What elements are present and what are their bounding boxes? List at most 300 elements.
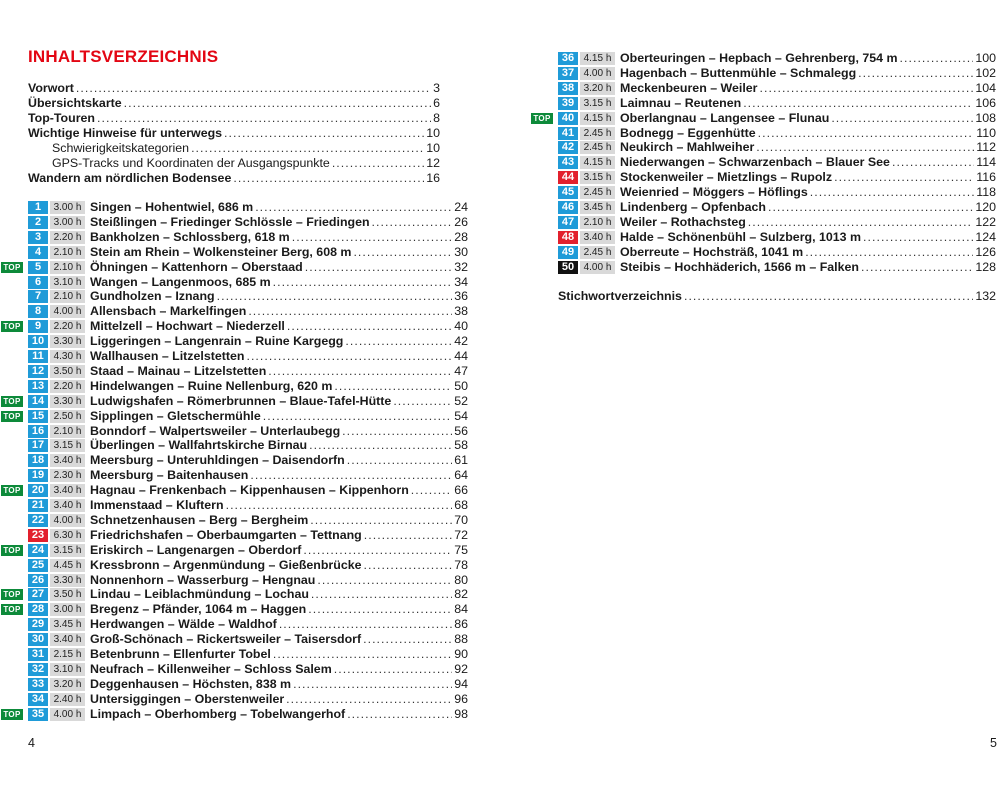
tour-title: Meersburg – Baitenhausen — [90, 468, 249, 483]
tour-number: 7 — [28, 290, 48, 303]
tour-title-row — [90, 349, 468, 364]
tour-page: 42 — [454, 334, 468, 349]
tour-entry[interactable] — [28, 453, 468, 468]
tour-page: 82 — [454, 587, 468, 602]
dot-leader — [97, 111, 431, 126]
dot-leader — [273, 647, 452, 662]
tour-title: Sipplingen – Gletschermühle — [90, 408, 261, 423]
tour-duration: 3.45 h — [580, 201, 615, 214]
tour-duration: 3.10 h — [50, 276, 85, 289]
tour-title-row — [620, 111, 996, 126]
tour-title-row — [90, 364, 468, 379]
dot-leader — [768, 200, 973, 215]
toc-entry-title: Schwierigkeitskategorien — [52, 141, 190, 155]
toc-entry[interactable] — [28, 126, 440, 141]
tour-title: Bonndorf – Walpertsweiler – Unterlaubegg — [90, 423, 341, 438]
tour-number: 40 — [558, 112, 578, 125]
tour-page: 90 — [454, 647, 468, 661]
tour-title-row — [90, 632, 468, 647]
toc-entry[interactable] — [28, 171, 440, 186]
tour-number: 11 — [28, 350, 48, 363]
toc-entry-title: Wandern am nördlichen Bodensee — [28, 171, 232, 185]
tour-title: Staad – Mainau – Litzelstetten — [90, 363, 267, 378]
tour-title-row — [90, 289, 468, 304]
top-tour-badge: TOP — [1, 604, 23, 615]
dot-leader — [748, 215, 974, 230]
tour-number: 20 — [28, 484, 48, 497]
tour-duration: 4.00 h — [50, 514, 85, 527]
tour-entry[interactable] — [28, 692, 468, 707]
dot-leader — [834, 170, 974, 185]
tour-duration: 4.00 h — [580, 261, 615, 274]
tour-page: 78 — [454, 557, 468, 572]
tour-title-row — [90, 260, 468, 275]
tour-number: 47 — [558, 216, 578, 229]
tour-number: 2 — [28, 216, 48, 229]
tour-title-row — [90, 379, 468, 394]
tour-page: 44 — [454, 349, 468, 363]
tour-number: 44 — [558, 171, 578, 184]
dot-leader — [273, 275, 453, 290]
tour-page: 126 — [975, 244, 996, 259]
tour-number: 1 — [28, 201, 48, 214]
tour-entry[interactable] — [28, 573, 468, 588]
tour-page: 104 — [975, 80, 996, 95]
top-tour-badge: TOP — [1, 485, 23, 496]
tour-title-row — [620, 260, 996, 275]
dot-leader — [831, 111, 973, 126]
tour-duration: 2.40 h — [50, 693, 85, 706]
tour-page: 32 — [454, 259, 468, 274]
tour-duration: 4.00 h — [50, 708, 85, 721]
tour-entry[interactable] — [533, 110, 996, 126]
tour-entry[interactable] — [28, 677, 468, 692]
tour-title-row — [90, 468, 468, 483]
tour-number: 12 — [28, 365, 48, 378]
tour-page: 92 — [454, 661, 468, 676]
tour-title-row — [90, 304, 468, 319]
tour-title-row — [90, 587, 468, 602]
toc-entry-page: 10 — [426, 141, 440, 155]
tour-entry[interactable] — [28, 468, 468, 483]
top-tour-badge: TOP — [1, 545, 23, 556]
tour-title: Neukirch – Mahlweiher — [620, 140, 755, 155]
tour-number: 26 — [28, 574, 48, 587]
toc-entry-page: 6 — [433, 96, 440, 110]
tour-entry[interactable] — [28, 304, 468, 319]
tour-duration: 4.15 h — [580, 52, 615, 65]
tour-number: 32 — [28, 663, 48, 676]
tour-title: Wangen – Langenmoos, 685 m — [90, 274, 271, 289]
tour-page: 47 — [454, 363, 468, 378]
tour-title-row — [90, 543, 468, 558]
tour-title: Stein am Rhein – Wolkensteiner Berg, 608 m — [90, 244, 352, 259]
tour-title-row — [620, 170, 996, 185]
tour-title-row — [620, 155, 996, 170]
tour-page: 75 — [454, 542, 468, 557]
tour-title: Neufrach – Killenweiher – Schloss Salem — [90, 661, 332, 676]
tour-title: Lindenberg – Opfenbach — [620, 200, 766, 214]
dot-leader — [287, 319, 452, 334]
dot-leader — [248, 304, 452, 319]
tour-duration: 2.10 h — [50, 290, 85, 303]
tour-entry[interactable] — [28, 424, 468, 439]
tour-entry[interactable] — [558, 230, 996, 245]
tour-page: 102 — [975, 65, 996, 80]
tour-page: 120 — [975, 200, 996, 214]
tour-entry[interactable] — [558, 245, 996, 260]
tour-duration: 2.10 h — [50, 425, 85, 438]
tour-title-row — [90, 513, 468, 528]
tour-page: 68 — [454, 498, 468, 512]
dot-leader — [372, 215, 453, 230]
tour-entry[interactable] — [558, 66, 996, 81]
tour-page: 86 — [454, 617, 468, 632]
dot-leader — [353, 245, 452, 260]
toc-entry[interactable] — [52, 141, 440, 156]
tour-title: Betenbrunn – Ellenfurter Tobel — [90, 647, 271, 661]
tour-page: 24 — [454, 200, 468, 214]
tour-page: 70 — [454, 512, 468, 527]
dot-leader — [293, 677, 452, 692]
dot-leader — [310, 513, 452, 528]
tour-title: Steibis – Hochhäderich, 1566 m – Falken — [620, 259, 859, 274]
tour-title: Bregenz – Pfänder, 1064 m – Haggen — [90, 602, 307, 617]
tour-number: 37 — [558, 67, 578, 80]
tour-entry[interactable] — [558, 260, 996, 275]
tour-duration: 3.30 h — [50, 574, 85, 587]
tour-number: 23 — [28, 529, 48, 542]
tour-duration: 2.30 h — [50, 469, 85, 482]
tour-title-row — [90, 602, 468, 617]
page-number-left: 4 — [28, 736, 35, 750]
tour-duration: 3.40 h — [50, 454, 85, 467]
tour-page: 108 — [975, 110, 996, 125]
tour-title: Hagenbach – Buttenmühle – Schmalegg — [620, 65, 857, 80]
tour-title-row — [90, 334, 468, 349]
tour-entry[interactable] — [28, 438, 468, 453]
tour-number: 19 — [28, 469, 48, 482]
dot-leader — [191, 141, 424, 156]
toc-entry-page: 3 — [433, 81, 440, 95]
tour-title-row — [620, 245, 996, 260]
dot-leader — [760, 81, 974, 96]
tour-title: Bodnegg – Eggenhütte — [620, 125, 756, 140]
tour-page: 66 — [454, 483, 468, 498]
tour-duration: 4.45 h — [50, 559, 85, 572]
dot-leader — [347, 453, 452, 468]
dot-leader — [364, 558, 453, 573]
tour-page: 56 — [454, 423, 468, 438]
dot-leader — [305, 260, 452, 275]
tour-duration: 2.50 h — [50, 410, 85, 423]
dot-leader — [332, 156, 424, 171]
tour-entry[interactable] — [28, 632, 468, 647]
tour-entry[interactable] — [3, 393, 468, 409]
tour-entry[interactable] — [28, 647, 468, 662]
tour-title-row — [90, 617, 468, 632]
tour-title-row — [620, 200, 996, 215]
dot-leader — [226, 498, 453, 513]
tour-entry[interactable] — [28, 662, 468, 677]
toc-entry[interactable] — [28, 111, 440, 126]
tour-page: 30 — [454, 244, 468, 259]
dot-leader — [263, 409, 452, 424]
tour-page: 50 — [454, 378, 468, 393]
dot-leader — [76, 81, 431, 96]
tour-title: Allensbach – Markelfingen — [90, 304, 247, 319]
dot-leader — [345, 334, 452, 349]
tour-title-row — [620, 215, 996, 230]
tour-duration: 3.20 h — [580, 82, 615, 95]
dot-leader — [255, 200, 452, 215]
tour-entry[interactable] — [558, 215, 996, 230]
tour-duration: 2.15 h — [50, 648, 85, 661]
tour-entry[interactable] — [558, 140, 996, 155]
tour-number: 24 — [28, 544, 48, 557]
tour-entry[interactable] — [28, 275, 468, 290]
tour-entry[interactable] — [28, 498, 468, 513]
tour-title-row — [90, 707, 468, 722]
tour-entry[interactable] — [28, 558, 468, 573]
dot-leader — [308, 602, 452, 617]
tour-entry[interactable] — [558, 170, 996, 185]
tour-title-row — [90, 573, 468, 588]
top-tour-badge: TOP — [1, 709, 23, 720]
tour-number: 48 — [558, 231, 578, 244]
tour-entry[interactable] — [3, 602, 468, 617]
tour-title-row — [90, 200, 468, 215]
tour-number: 13 — [28, 380, 48, 393]
tour-entry[interactable] — [558, 126, 996, 141]
tour-entry[interactable] — [28, 215, 468, 230]
tour-page: 112 — [976, 140, 996, 155]
dot-leader — [810, 185, 975, 200]
tour-title: Friedrichshafen – Oberbaumgarten – Tettnang — [90, 527, 362, 542]
tour-number: 10 — [28, 335, 48, 348]
tour-duration: 3.40 h — [50, 633, 85, 646]
toc-entry[interactable] — [28, 81, 440, 96]
tour-page: 34 — [454, 274, 468, 289]
tour-entry[interactable] — [28, 289, 468, 304]
dot-leader — [892, 155, 974, 170]
tour-page: 96 — [454, 691, 468, 706]
tour-page: 84 — [454, 602, 468, 617]
dot-leader — [347, 707, 452, 722]
tour-title-row — [620, 66, 996, 81]
dot-leader — [217, 289, 453, 304]
tour-title: Oberlangnau – Langensee – Flunau — [620, 110, 830, 125]
tour-duration: 2.10 h — [50, 261, 85, 274]
tour-page: 61 — [454, 453, 468, 468]
tour-title: Hindelwangen – Ruine Nellenburg, 620 m — [90, 378, 333, 393]
tour-duration: 3.20 h — [50, 678, 85, 691]
tour-title-row — [620, 81, 996, 96]
dot-leader — [279, 617, 452, 632]
dot-leader — [334, 662, 452, 677]
dot-leader — [364, 528, 452, 543]
tour-title: Halde – Schönenbühl – Sulzberg, 1013 m — [620, 229, 861, 244]
dot-leader — [124, 96, 431, 111]
toc-entry-page: 10 — [426, 126, 440, 140]
tour-title-row — [620, 126, 996, 141]
dot-leader — [858, 66, 973, 81]
tour-entry[interactable] — [28, 364, 468, 379]
tour-number: 38 — [558, 82, 578, 95]
tour-title: Meckenbeuren – Weiler — [620, 80, 758, 95]
dot-leader — [303, 543, 452, 558]
tour-title: Weiler – Rothachsteg — [620, 214, 746, 229]
tour-title: Kressbronn – Argenmündung – Gießenbrücke — [90, 557, 362, 572]
tour-number: 31 — [28, 648, 48, 661]
tour-entry[interactable] — [558, 96, 996, 111]
tour-entry[interactable] — [28, 334, 468, 349]
tour-title: Überlingen – Wallfahrtskirche Birnau — [90, 438, 308, 453]
tour-entry[interactable] — [28, 230, 468, 245]
tour-title: Limpach – Oberhomberg – Tobelwangerhof — [90, 706, 346, 721]
tour-duration: 2.20 h — [50, 320, 85, 333]
tour-title-row — [90, 692, 468, 707]
tour-title: Eriskirch – Langenargen – Oberdorf — [90, 542, 302, 557]
tour-duration: 2.45 h — [580, 127, 615, 140]
tour-duration: 3.40 h — [580, 231, 615, 244]
tour-page: 52 — [454, 393, 468, 408]
dot-leader — [268, 364, 452, 379]
tour-title-row — [90, 453, 468, 468]
dot-leader — [224, 126, 424, 141]
dot-leader — [286, 692, 452, 707]
tour-duration: 2.45 h — [580, 186, 615, 199]
tour-title: Weienried – Möggers – Höflings — [620, 185, 808, 200]
dot-leader — [292, 230, 453, 245]
toc-entry[interactable] — [52, 156, 440, 171]
tour-title: Untersiggingen – Oberstenweiler — [90, 691, 285, 706]
dot-leader — [334, 379, 452, 394]
tour-number: 6 — [28, 276, 48, 289]
tour-entry[interactable] — [558, 200, 996, 215]
tour-entry[interactable] — [558, 185, 996, 200]
dot-leader — [805, 245, 973, 260]
dot-leader — [246, 349, 452, 364]
tour-title-row — [90, 528, 468, 543]
tour-duration: 2.20 h — [50, 231, 85, 244]
tour-entry[interactable] — [558, 81, 996, 96]
tour-number: 25 — [28, 559, 48, 572]
dot-leader — [393, 394, 452, 409]
tour-entry[interactable] — [28, 379, 468, 394]
tour-entry[interactable] — [558, 51, 996, 66]
tour-number: 45 — [558, 186, 578, 199]
tour-page: 110 — [976, 125, 996, 140]
tour-number: 46 — [558, 201, 578, 214]
tour-title-row — [620, 140, 996, 155]
tour-page: 72 — [454, 527, 468, 542]
tour-entry[interactable] — [3, 587, 468, 602]
tour-page: 116 — [976, 170, 996, 185]
tour-title: Niederwangen – Schwarzenbach – Blauer See — [620, 155, 890, 170]
tour-entry[interactable] — [3, 319, 468, 334]
tour-duration: 3.00 h — [50, 216, 85, 229]
tour-entry[interactable] — [3, 483, 468, 498]
dot-leader — [317, 573, 452, 588]
dot-leader — [250, 468, 452, 483]
top-tour-badge: TOP — [1, 411, 23, 422]
tour-title-row — [90, 677, 468, 692]
tour-page: 64 — [454, 468, 468, 483]
dot-leader — [863, 230, 973, 245]
tour-page: 122 — [975, 214, 996, 229]
tour-title-row — [620, 185, 996, 200]
toc-entry[interactable] — [28, 96, 440, 111]
tour-number: 42 — [558, 141, 578, 154]
top-tour-badge: TOP — [1, 396, 23, 407]
tour-number: 15 — [28, 410, 48, 423]
tour-entry[interactable] — [28, 513, 468, 528]
tour-entry[interactable] — [28, 245, 468, 260]
tour-page: 118 — [976, 185, 996, 200]
tour-number: 16 — [28, 425, 48, 438]
dot-leader — [758, 126, 975, 141]
tour-entry[interactable] — [3, 542, 468, 558]
dot-leader — [861, 260, 973, 275]
dot-leader — [743, 96, 973, 111]
tour-entry[interactable] — [3, 706, 468, 722]
tour-entry[interactable] — [3, 259, 468, 275]
toc-heading: INHALTSVERZEICHNIS — [28, 47, 219, 66]
toc-entry-title: Wichtige Hinweise für unterwegs — [28, 126, 223, 140]
dot-leader — [311, 587, 452, 602]
tour-page: 114 — [976, 155, 996, 170]
tour-duration: 3.10 h — [50, 663, 85, 676]
tour-entry[interactable] — [28, 200, 468, 215]
toc-entry-title: Top-Touren — [28, 111, 95, 125]
tour-number: 50 — [558, 261, 578, 274]
top-tour-badge: TOP — [1, 262, 23, 273]
tour-entry[interactable] — [3, 408, 468, 424]
tour-duration: 3.00 h — [50, 603, 85, 616]
dot-leader — [342, 424, 452, 439]
tour-title-row — [620, 230, 996, 245]
tour-title: Schnetzenhausen – Berg – Bergheim — [90, 512, 309, 527]
tour-duration: 3.40 h — [50, 499, 85, 512]
toc-entry-title: Stichwortverzeichnis — [558, 289, 682, 303]
toc-entry[interactable] — [558, 289, 996, 304]
tour-duration: 3.15 h — [50, 439, 85, 452]
tour-entry[interactable] — [558, 155, 996, 170]
tour-entry[interactable] — [28, 349, 468, 364]
tour-number: 4 — [28, 246, 48, 259]
tour-entry[interactable] — [28, 617, 468, 632]
tour-duration: 3.15 h — [580, 97, 615, 110]
dot-leader — [411, 483, 452, 498]
tour-page: 26 — [454, 214, 468, 229]
tour-number: 43 — [558, 156, 578, 169]
tour-number: 27 — [28, 588, 48, 601]
tour-duration: 3.15 h — [50, 544, 85, 557]
tour-page: 88 — [454, 632, 468, 647]
tour-number: 41 — [558, 127, 578, 140]
tour-title-row — [90, 245, 468, 260]
dot-leader — [363, 632, 452, 647]
tour-title: Mittelzell – Hochwart – Niederzell — [90, 319, 285, 334]
page-number-right: 5 — [990, 736, 997, 750]
tour-title-row — [90, 483, 468, 498]
dot-leader — [756, 140, 974, 155]
tour-duration: 3.30 h — [50, 335, 85, 348]
tour-page: 98 — [454, 706, 468, 721]
tour-entry[interactable] — [28, 528, 468, 543]
tour-title-row — [620, 96, 996, 111]
